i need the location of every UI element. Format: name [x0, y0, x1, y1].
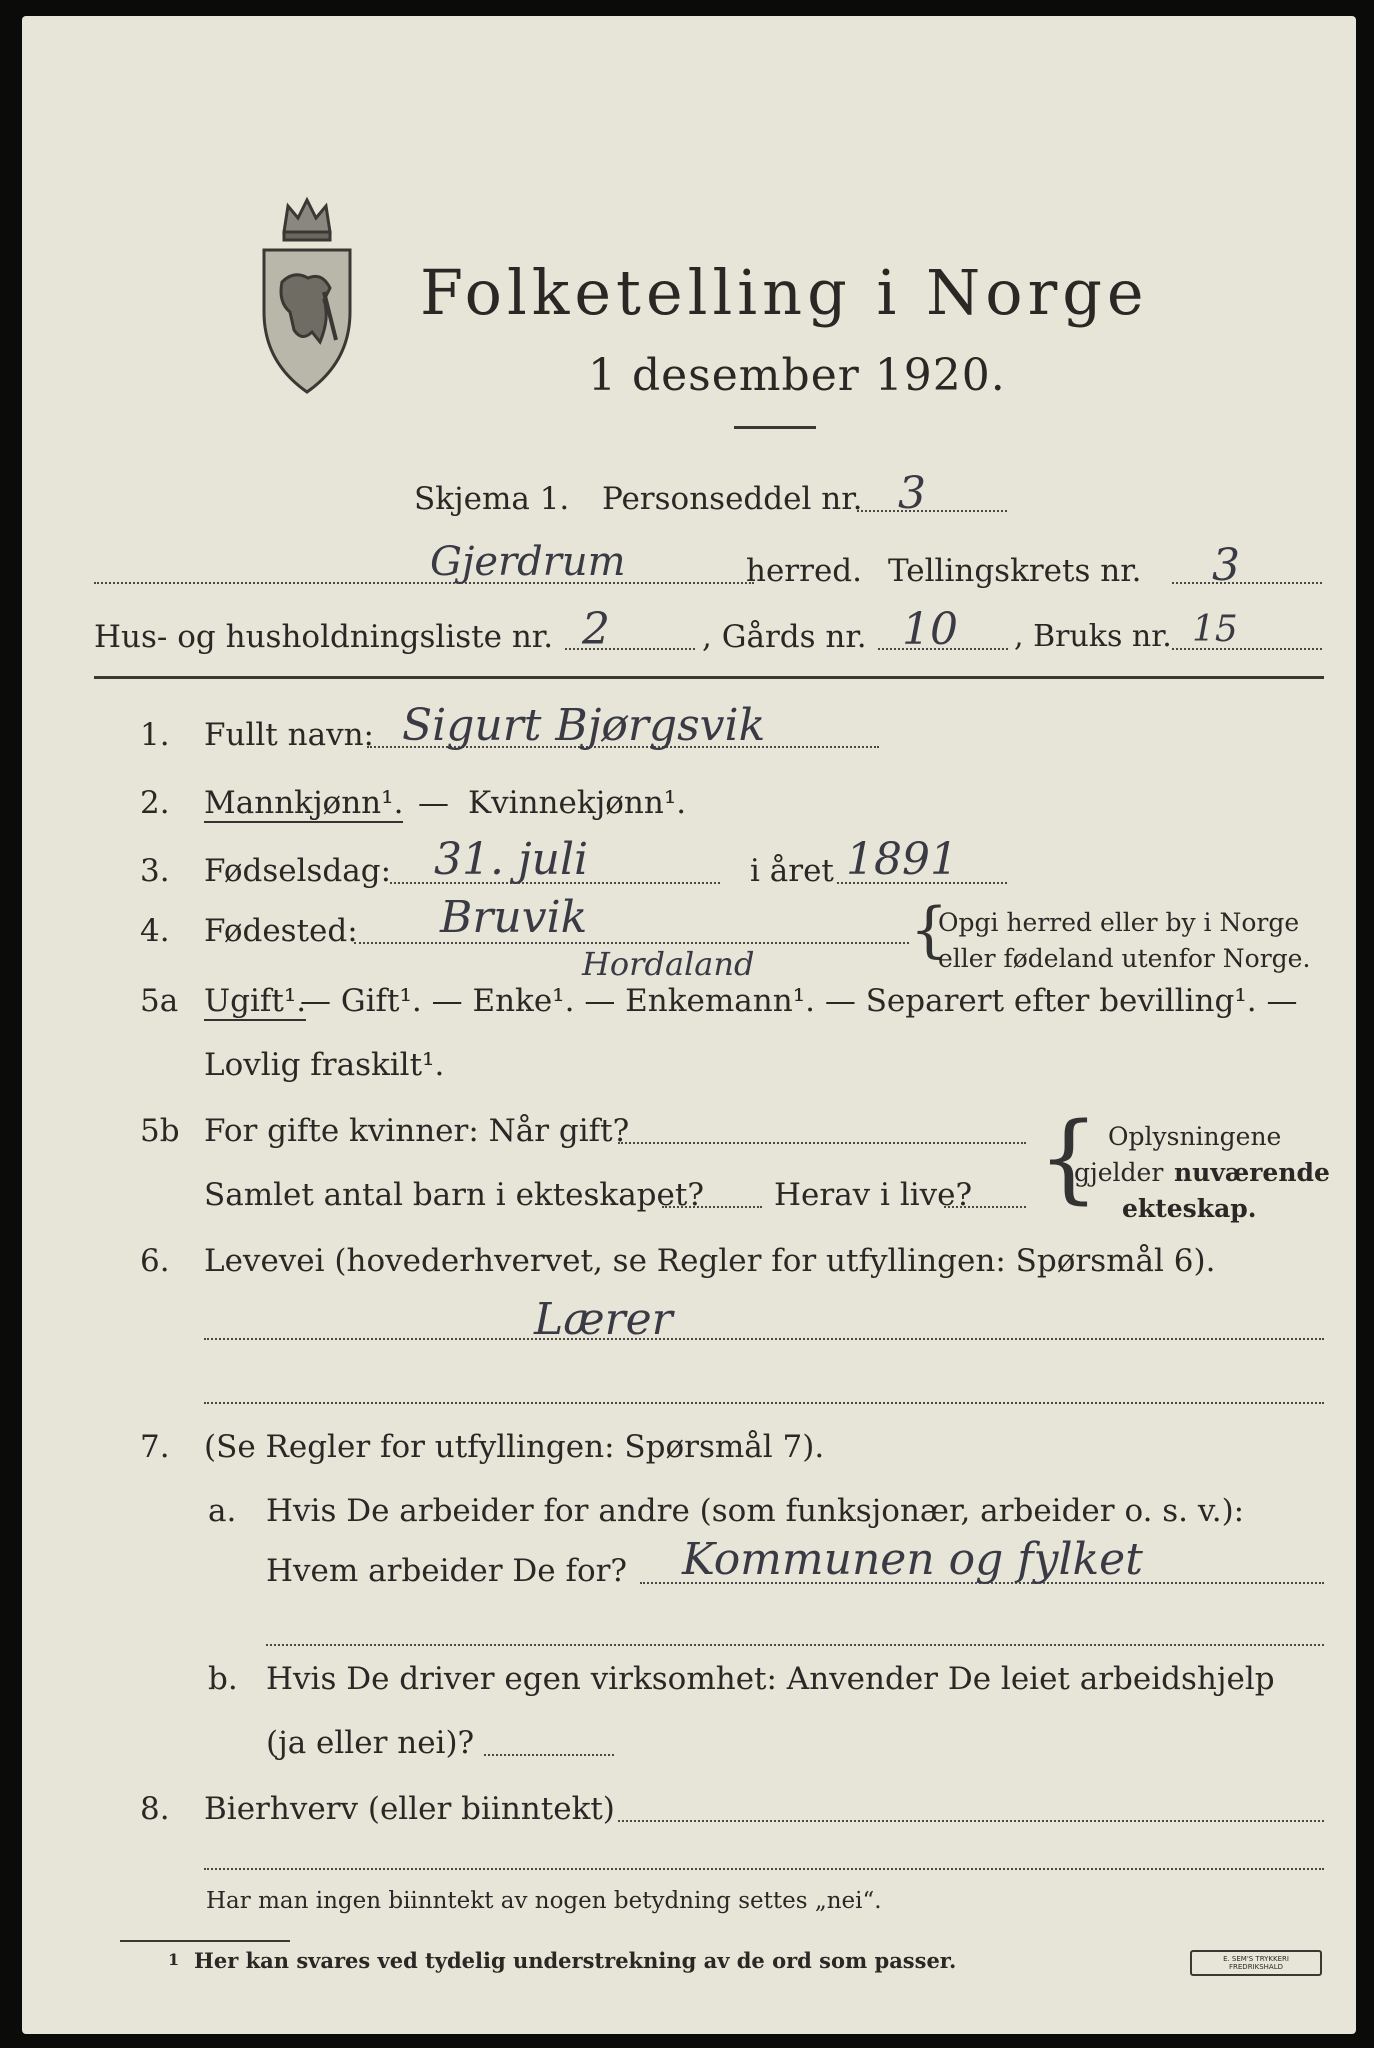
q3-year-label: i året [750, 853, 834, 889]
q1-full-name-value[interactable]: Sigurt Bjørgsvik [402, 700, 766, 751]
q3-year-value[interactable]: 1891 [846, 834, 958, 885]
q7a-line1: Hvis De arbeider for andre (som funksjonær, arbeider o. s. v.): [266, 1493, 1245, 1529]
q2-separator: — [418, 785, 449, 821]
page-title: Folketelling i Norge [420, 256, 1149, 329]
q7b-line2: (ja eller nei)? [266, 1725, 475, 1761]
herred-label: herred. [746, 553, 862, 589]
q5b-note-line2a: gjelder [1074, 1158, 1164, 1187]
q3-birthday-value[interactable]: 31. juli [434, 834, 589, 885]
q7b-letter: b. [208, 1661, 238, 1697]
q4-note-line2: eller fødeland utenfor Norge. [938, 944, 1311, 973]
tellingskrets-value[interactable]: 3 [1212, 540, 1240, 591]
q8-label: Bierhverv (eller biinntekt) [204, 1791, 615, 1827]
q1-number: 1. [140, 717, 170, 753]
q2-number: 2. [140, 785, 170, 821]
q5a-number: 5a [140, 983, 179, 1019]
q6-label: Levevei (hovederhvervet, se Regler for utfyllingen: Spørsmål 6). [204, 1243, 1216, 1279]
gaards-label: , Gårds nr. [702, 619, 867, 655]
q7-label: (Se Regler for utfyllingen: Spørsmål 7). [204, 1429, 825, 1465]
bruks-label: , Bruks nr. [1014, 619, 1172, 654]
q2-male-option[interactable]: Mannkjønn¹. [204, 785, 404, 821]
q5a-fraskilt-option[interactable]: Lovlig fraskilt¹. [204, 1047, 445, 1083]
q5b-note-line2b: nuværende [1174, 1158, 1330, 1187]
q4-birthplace-county[interactable]: Hordaland [582, 945, 755, 983]
q4-number: 4. [140, 913, 170, 949]
gaards-value[interactable]: 10 [902, 604, 958, 655]
census-form [22, 16, 1356, 2034]
personseddel-label: Personseddel nr. [602, 481, 863, 517]
q5b-note-brace: { [1038, 1102, 1100, 1214]
q7a-line2: Hvem arbeider De for? [266, 1553, 628, 1589]
printer-stamp [1190, 1950, 1322, 1976]
q1-label: Fullt navn: [204, 717, 374, 753]
q8-number: 8. [140, 1791, 170, 1827]
herred-value[interactable]: Gjerdrum [430, 539, 626, 585]
hus-label: Hus- og husholdningsliste nr. [94, 619, 554, 655]
footnote-mark: 1 [168, 1950, 180, 1969]
q5b-line1: For gifte kvinner: Når gift? [204, 1113, 630, 1149]
personseddel-value[interactable]: 3 [898, 468, 926, 519]
q7a-employer-value[interactable]: Kommunen og fylket [682, 1534, 1143, 1585]
bruks-value[interactable]: 15 [1192, 609, 1238, 650]
q3-number: 3. [140, 853, 170, 889]
tellingskrets-label: Tellingskrets nr. [888, 553, 1142, 589]
q5b-note-line3: ekteskap. [1122, 1194, 1257, 1223]
hus-value[interactable]: 2 [582, 604, 610, 655]
skjema-label: Skjema 1. [414, 481, 570, 517]
printer-stamp-text: E. SEM'S TRYKKERI FREDRIKSHALD [1223, 1955, 1289, 1971]
footnote-text: Her kan svares ved tydelig understrekning av de ord som passer. [194, 1948, 957, 1973]
q5b-alive-label: Herav i live? [774, 1177, 973, 1213]
q6-number: 6. [140, 1243, 170, 1279]
q5a-other-options[interactable]: — Gift¹. — Enke¹. — Enkemann¹. — Separert efter bevilling¹. — [300, 983, 1298, 1019]
q5b-note-line1: Oplysningene [1108, 1122, 1282, 1151]
q6-occupation-value[interactable]: Lærer [534, 1294, 673, 1345]
q4-note-brace: { [910, 895, 949, 965]
q5b-number: 5b [140, 1113, 180, 1149]
norway-coat-of-arms-icon [254, 192, 360, 402]
footer-note: Har man ingen biinntekt av nogen betydning settes „nei“. [206, 1888, 882, 1914]
q4-note-line1: Opgi herred eller by i Norge [938, 908, 1300, 937]
q7-number: 7. [140, 1429, 170, 1465]
q7b-line1: Hvis De driver egen virksomhet: Anvender De leiet arbeidshjelp [266, 1661, 1275, 1697]
q3-label: Fødselsdag: [204, 853, 392, 889]
q5b-children-label: Samlet antal barn i ekteskapet? [204, 1177, 704, 1213]
title-divider [734, 426, 816, 429]
q2-female-option[interactable]: Kvinnekjønn¹. [468, 785, 687, 821]
q5a-ugift-option[interactable]: Ugift¹. [204, 983, 307, 1019]
q4-label: Fødested: [204, 913, 358, 949]
q4-birthplace-value[interactable]: Bruvik [440, 892, 588, 943]
q7a-letter: a. [208, 1493, 237, 1529]
header-divider [94, 676, 1324, 679]
census-date: 1 desember 1920. [588, 350, 1006, 401]
footnote-divider [120, 1940, 290, 1942]
